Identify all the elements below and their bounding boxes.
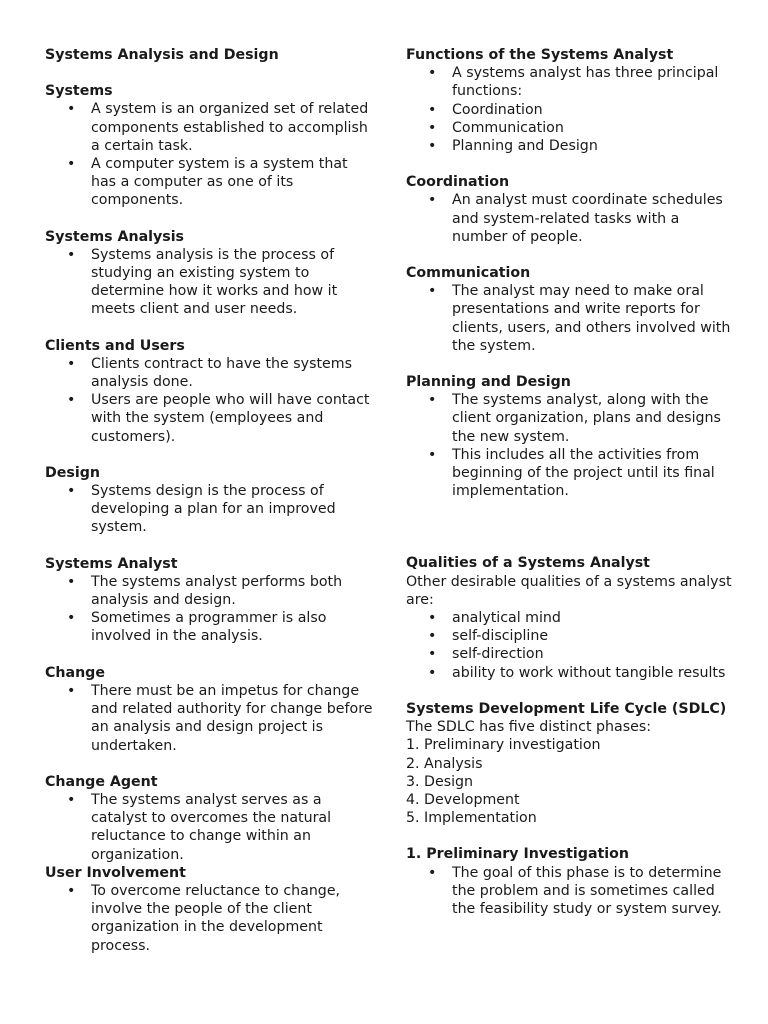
bullet-item: • A computer system is a system that has a computer as one of its components. xyxy=(91,155,375,210)
phase-item: 4. Development xyxy=(406,791,520,808)
section-intro: The SDLC has five distinct phases: xyxy=(406,719,651,736)
bullet-item: • Planning and Design xyxy=(452,137,736,155)
section-sdlc xyxy=(406,700,736,827)
bullet-item: • A system is an organized set of related components established to accomplish a certain task. xyxy=(91,100,375,155)
section-change xyxy=(45,664,375,755)
bullet-item: • analytical mind xyxy=(452,609,736,627)
section-design xyxy=(45,464,375,537)
section-preliminary-investigation xyxy=(406,845,736,918)
section-systems-analyst xyxy=(45,555,375,646)
bullet-item: • Systems analysis is the process of studying an existing system to determine how it works and how it meets client and user needs. xyxy=(91,246,375,319)
section-heading: Planning and Design xyxy=(406,374,571,391)
left-column xyxy=(45,46,375,955)
bullet-item: • Systems design is the process of developing a plan for an improved system. xyxy=(91,482,375,537)
bullet-item: • self-direction xyxy=(452,645,736,663)
section-planning-design xyxy=(406,373,736,500)
phase-item: 2. Analysis xyxy=(406,755,483,772)
bullet-item: • Users are people who will have contact with the system (employees and customers). xyxy=(91,391,375,446)
phase-item: 5. Implementation xyxy=(406,810,537,827)
section-heading: User Involvement xyxy=(45,864,186,881)
section-heading: Systems Analysis xyxy=(45,228,185,245)
section-heading: Change Agent xyxy=(45,773,158,790)
section-heading: Coordination xyxy=(406,174,510,191)
bullet-item: • To overcome reluctance to change, involve the people of the client organization in the development process. xyxy=(91,882,375,955)
bullet-item: • The goal of this phase is to determine the problem and is sometimes called the feasibility study or system survey. xyxy=(452,864,736,919)
phase-item: 1. Preliminary investigation xyxy=(406,737,601,754)
section-heading: 1. Preliminary Investigation xyxy=(406,846,630,863)
bullet-item: • The analyst may need to make oral presentations and write reports for clients, users, and others involved with the system. xyxy=(452,282,736,355)
section-functions xyxy=(406,46,736,155)
bullet-item: • Coordination xyxy=(452,101,736,119)
bullet-item: • An analyst must coordinate schedules and system-related tasks with a number of people. xyxy=(452,191,736,246)
bullet-item: • Clients contract to have the systems analysis done. xyxy=(91,355,375,391)
bullet-item: • The systems analyst serves as a catalyst to overcomes the natural reluctance to change within an organization. xyxy=(91,791,375,864)
section-change-agent xyxy=(45,773,375,864)
section-intro: Other desirable qualities of a systems analyst are: xyxy=(406,573,732,608)
bullet-item: • self-discipline xyxy=(452,627,736,645)
section-qualities xyxy=(406,554,736,681)
bullet-item: • A systems analyst has three principal functions: xyxy=(452,64,736,100)
section-heading: Communication xyxy=(406,265,531,282)
section-heading: Clients and Users xyxy=(45,337,185,354)
bullet-item: • Communication xyxy=(452,119,736,137)
section-communication xyxy=(406,264,736,355)
section-systems xyxy=(45,82,375,209)
bullet-item: • There must be an impetus for change and related authority for change before an analysis and design project is undertaken. xyxy=(91,682,375,755)
bullet-item: • The systems analyst, along with the client organization, plans and designs the new system. xyxy=(452,391,736,446)
phase-item: 3. Design xyxy=(406,773,474,790)
section-heading: Systems Analyst xyxy=(45,555,178,572)
section-heading: Systems Development Life Cycle (SDLC) xyxy=(406,700,727,717)
section-coordination xyxy=(406,173,736,246)
section-heading: Change xyxy=(45,664,105,681)
section-heading: Design xyxy=(45,464,100,481)
document-title: Systems Analysis and Design xyxy=(45,47,279,63)
bullet-item: • Sometimes a programmer is also involved in the analysis. xyxy=(91,609,375,645)
right-column xyxy=(406,46,736,918)
section-heading: Systems xyxy=(45,83,113,100)
section-heading: Functions of the Systems Analyst xyxy=(406,47,674,63)
section-heading: Qualities of a Systems Analyst xyxy=(406,555,650,572)
section-clients-users xyxy=(45,337,375,446)
section-systems-analysis xyxy=(45,228,375,319)
bullet-item: • The systems analyst performs both analysis and design. xyxy=(91,573,375,609)
bullet-item: • ability to work without tangible results xyxy=(452,664,736,682)
section-user-involvement xyxy=(45,864,375,955)
bullet-item: • This includes all the activities from beginning of the project until its final implementation. xyxy=(452,446,736,501)
